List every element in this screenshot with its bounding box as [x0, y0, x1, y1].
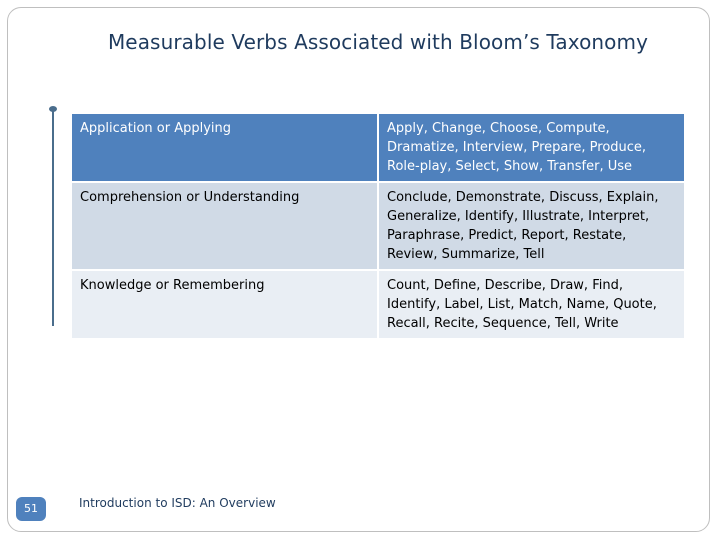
footer-text: Introduction to ISD: An Overview — [79, 496, 276, 510]
slide-title: Measurable Verbs Associated with Bloom’s Taxonomy — [107, 30, 649, 54]
verbs-cell: Conclude, Demonstrate, Discuss, Explain, Generalize, Identify, Illustrate, Interpret, Paraphrase, Predict, Report, Restate, Review, Summarize, Tell — [378, 182, 684, 270]
verbs-cell: Count, Define, Describe, Draw, Find, Identify, Label, List, Match, Name, Quote, Recall, Recite, Sequence, Tell, Write — [378, 270, 684, 338]
table-row — [72, 114, 684, 182]
accent-line — [52, 108, 54, 326]
table-row — [72, 182, 684, 270]
page-number-badge: 51 — [16, 497, 46, 521]
verbs-cell: Apply, Change, Choose, Compute, Dramatize, Interview, Prepare, Produce, Role-play, Select, Show, Transfer, Use — [378, 114, 684, 182]
level-cell: Knowledge or Remembering — [72, 270, 378, 338]
level-cell: Application or Applying — [72, 114, 378, 182]
level-cell: Comprehension or Understanding — [72, 182, 378, 270]
table-row — [72, 270, 684, 338]
verbs-table — [72, 114, 684, 338]
